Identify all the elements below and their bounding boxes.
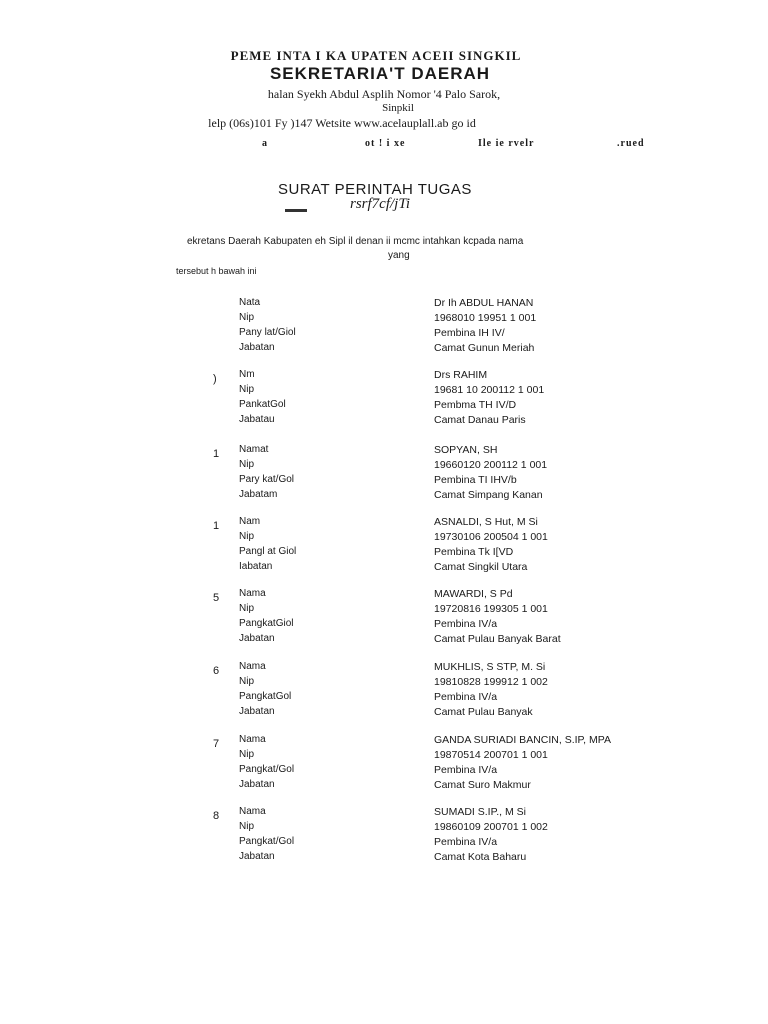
field-label-nip: Nip (239, 384, 255, 395)
assignee-entry (0, 516, 768, 576)
field-value-rank: Pembina TI IHV/b (434, 474, 517, 486)
title-dash (285, 209, 307, 212)
intro-text: ekretans Daerah Kabupaten eh Sipl il denan ii mcmc intahkan kcpada nama (187, 236, 524, 247)
field-label-name: Nama (239, 806, 266, 817)
field-value-rank: Pembina IV/a (434, 764, 498, 776)
field-label-position: Jabatau (239, 414, 275, 425)
letterhead-government: PEME INTA I KA UPATEN ACEII SINGKIL (230, 48, 522, 63)
intro-text: tersebut h bawah ini (176, 266, 257, 276)
field-label-nip: Nip (239, 312, 255, 323)
field-label-rank: Pangl at Giol (239, 546, 297, 557)
field-label-rank: Pary kat/Gol (239, 474, 295, 485)
field-value-nip: 19720816 199305 1 001 (434, 603, 548, 615)
field-label-position: Jabatan (239, 342, 275, 353)
field-value-position: Camat Suro Makmur (434, 779, 531, 791)
field-value-nip: 19730106 200504 1 001 (434, 531, 548, 543)
field-label-rank: Pangkat/Gol (239, 836, 295, 847)
field-value-rank: Pembina IV/a (434, 836, 498, 848)
document-number: rsrf7cf/jTi (350, 196, 411, 212)
scan-noise-text: Ile ie rvelr (478, 138, 535, 149)
entry-number: 1 (213, 448, 220, 460)
field-value-nip: 1968010 19951 1 001 (434, 312, 537, 324)
letterhead-address: halan Syekh Abdul Asplih Nomor '4 Palo Sarok, (267, 87, 501, 101)
letterhead-contact: lelp (06s)101 Fy )147 Wetsite www.acelauplall.ab go id (208, 116, 476, 130)
field-label-position: Jabatam (239, 489, 278, 500)
assignee-entry (0, 444, 768, 504)
field-value-position: Camat Danau Paris (434, 414, 526, 426)
field-label-rank: Pangkat/Gol (239, 764, 295, 775)
field-label-rank: Pany lat/Giol (239, 327, 296, 338)
assignee-entry (0, 369, 768, 429)
field-label-nip: Nip (239, 531, 255, 542)
letterhead-office: SEKRETARIA'T DAERAH (269, 64, 491, 83)
field-value-nip: 19681 10 200112 1 001 (434, 384, 545, 396)
document-title: SURAT PERINTAH TUGAS (278, 181, 472, 198)
field-value-nip: 19660120 200112 1 001 (434, 459, 548, 471)
field-label-position: Jabatan (239, 851, 275, 862)
field-value-rank: Pembina IH IV/ (434, 327, 505, 339)
entry-number: 8 (213, 810, 220, 822)
field-value-rank: Pembma TH IV/D (434, 399, 517, 411)
field-value-name: MAWARDI, S Pd (434, 588, 513, 600)
field-label-rank: PankatGol (239, 399, 286, 410)
field-label-name: Nama (239, 588, 266, 599)
field-label-position: Jabatan (239, 779, 275, 790)
assignee-entry (0, 661, 768, 721)
field-value-rank: Pembina IV/a (434, 618, 498, 630)
field-label-name: Nama (239, 734, 266, 745)
entry-number: 1 (213, 520, 220, 532)
field-label-rank: PangkatGiol (239, 618, 294, 629)
entry-number: 6 (213, 665, 220, 677)
field-value-name: GANDA SURIADI BANCIN, S.IP, MPA (434, 734, 611, 746)
entry-number: 7 (213, 738, 220, 750)
field-label-rank: PangkatGol (239, 691, 292, 702)
field-label-nip: Nip (239, 749, 255, 760)
field-label-name: Nam (239, 516, 261, 527)
field-label-position: Iabatan (239, 561, 273, 572)
field-label-name: Nm (239, 369, 255, 380)
field-value-rank: Pembina Tk I[VD (434, 546, 514, 558)
field-label-nip: Nip (239, 603, 255, 614)
field-label-nip: Nip (239, 676, 255, 687)
intro-text: yang (388, 250, 410, 261)
field-value-name: ASNALDI, S Hut, M Si (434, 516, 538, 528)
field-value-name: SUMADI S.IP., M Si (434, 806, 526, 818)
field-value-position: Camat Simpang Kanan (434, 489, 543, 501)
scan-noise-text: .rued (617, 138, 645, 149)
field-value-rank: Pembina IV/a (434, 691, 498, 703)
assignee-entry (0, 734, 768, 794)
field-label-name: Nata (239, 297, 261, 308)
letterhead-city: Sinpkil (382, 102, 414, 114)
field-value-position: Camat Gunun Meriah (434, 342, 535, 354)
field-value-position: Camat Pulau Banyak (434, 706, 533, 718)
field-value-nip: 19870514 200701 1 001 (434, 749, 548, 761)
field-value-nip: 19860109 200701 1 002 (434, 821, 548, 833)
field-value-nip: 19810828 199912 1 002 (434, 676, 548, 688)
field-label-name: Namat (239, 444, 269, 455)
assignee-entry (0, 297, 768, 357)
field-label-position: Jabatan (239, 633, 275, 644)
field-value-name: Dr Ih ABDUL HANAN (434, 297, 534, 309)
field-label-nip: Nip (239, 459, 255, 470)
scan-noise-text: a (262, 138, 268, 149)
entry-number: 5 (213, 592, 220, 604)
field-label-nip: Nip (239, 821, 255, 832)
field-value-name: Drs RAHIM (434, 369, 488, 381)
assignee-entry (0, 588, 768, 648)
field-value-position: Camat Pulau Banyak Barat (434, 633, 561, 645)
field-value-name: MUKHLIS, S STP, M. Si (434, 661, 546, 673)
field-label-position: Jabatan (239, 706, 275, 717)
scan-noise-text: ot ! i xe (365, 138, 406, 149)
entry-number: ) (213, 373, 217, 385)
assignee-entry (0, 806, 768, 866)
field-label-name: Nama (239, 661, 266, 672)
field-value-position: Camat Kota Baharu (434, 851, 527, 863)
field-value-position: Camat Singkil Utara (434, 561, 528, 573)
field-value-name: SOPYAN, SH (434, 444, 498, 456)
